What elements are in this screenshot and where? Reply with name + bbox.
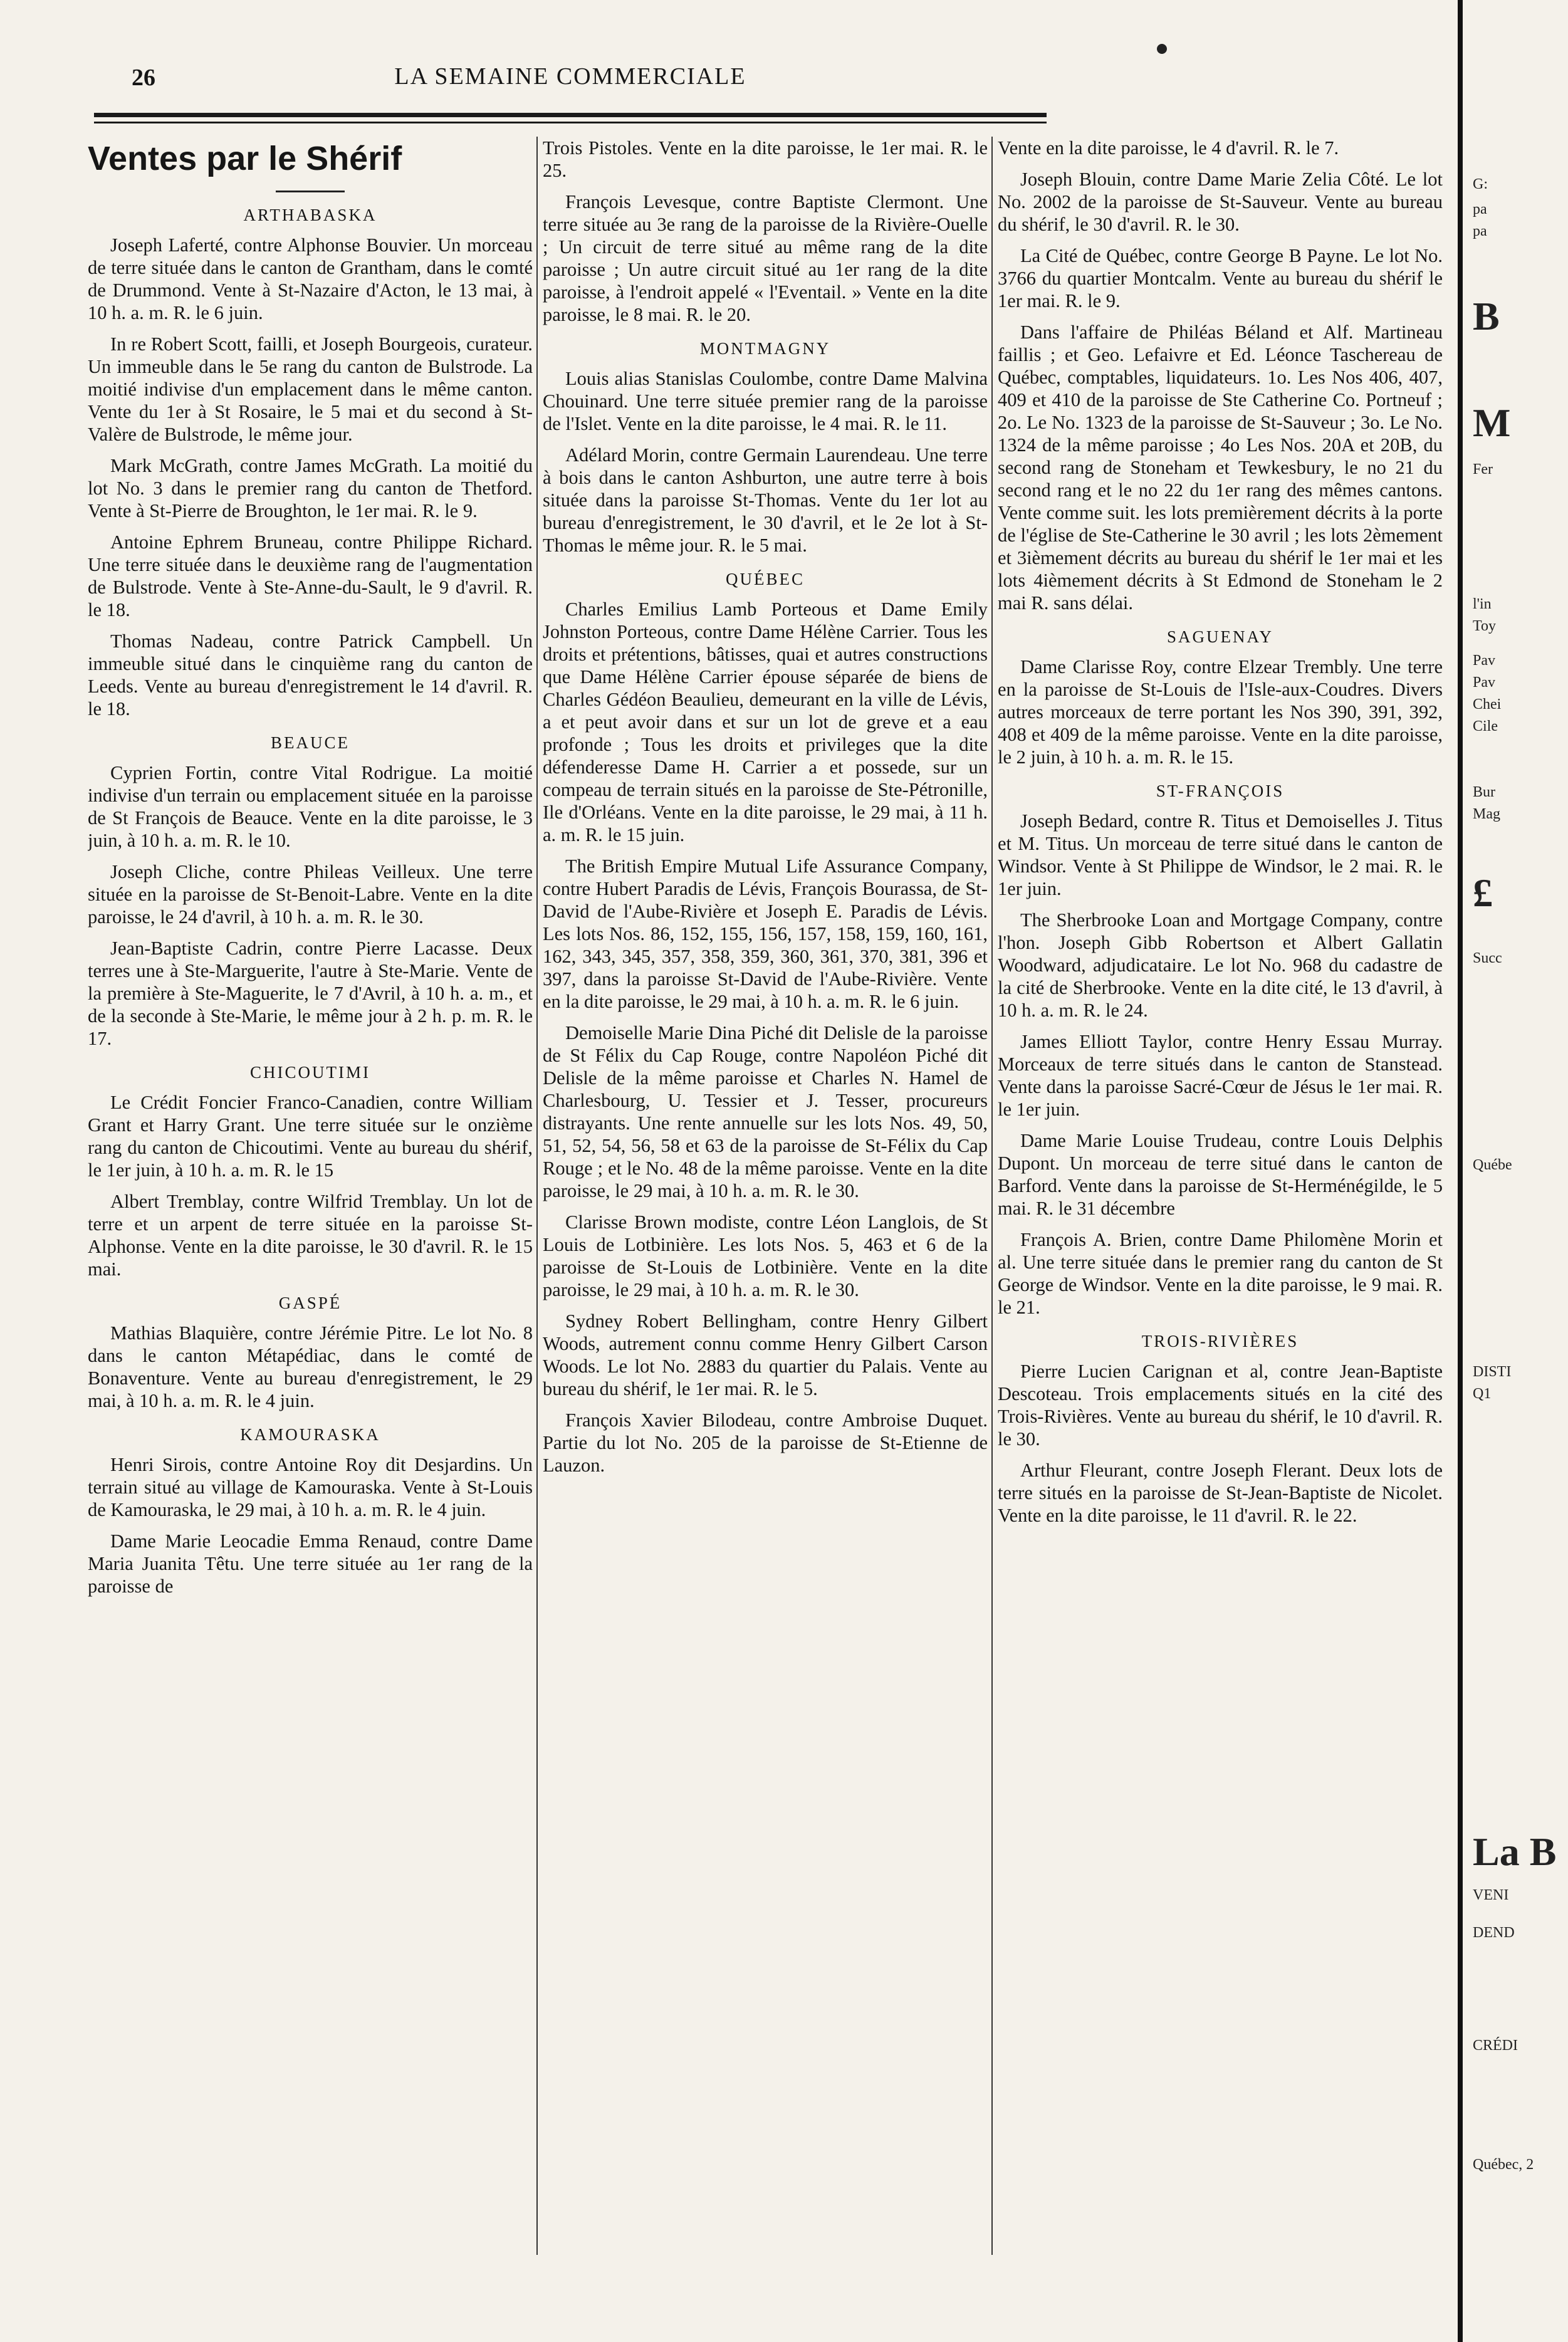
region-heading: ST-FRANÇOIS <box>1156 782 1285 800</box>
edge-fragment: DISTI <box>1473 1364 1512 1380</box>
page-number: 26 <box>132 65 155 91</box>
edge-fragment: Cile <box>1473 718 1498 734</box>
edge-large-fragment: B <box>1473 295 1500 338</box>
edge-fragment: CRÉDI <box>1473 2037 1518 2054</box>
edge-fragment: pa <box>1473 223 1487 239</box>
sale-entry: François Xavier Bilodeau, contre Ambroise Duquet. Partie du lot No. 205 de la paroisse de St-Etienne de Lauzon. <box>543 1409 988 1476</box>
column-2 <box>543 137 988 2255</box>
section-title: Ventes par le Shérif <box>88 140 402 177</box>
edge-large-fragment: M <box>1473 401 1511 445</box>
sale-entry: In re Robert Scott, failli, et Joseph Bourgeois, curateur. Un immeuble dans le 5e rang du canton de Bulstrode. La moitié indivise d'un emplacement dans le même canton. Vente du 1er à St Rosaire, le 5 mai et du second à St-Valère de Bulstrode, le même jour. <box>88 333 533 445</box>
sale-entry: James Elliott Taylor, contre Henry Essau Murray. Morceaux de terre situés dans le canton de Stanstead. Vente dans la paroisse Sacré-Cœur de Jésus le 1er mai. R. le 1er juin. <box>998 1031 1443 1120</box>
edge-fragment: Mag <box>1473 806 1500 822</box>
region-heading: SAGUENAY <box>1166 627 1274 646</box>
column-1 <box>88 137 533 2255</box>
edge-fragment: Succ <box>1473 950 1502 966</box>
sale-entry: Sydney Robert Bellingham, contre Henry Gilbert Woods, autrement connu comme Henry Gilbert Carson Woods. Le lot No. 2883 du quartier du Palais. Vente au bureau du shérif, le 1er mai. R. le 5. <box>543 1310 988 1399</box>
sale-entry: Thomas Nadeau, contre Patrick Campbell. Un immeuble situé dans le cinquième rang du canton de Leeds. Vente au bureau d'enregistrement le 14 d'avril. R. le 18. <box>88 630 533 719</box>
edge-fragment: Toy <box>1473 618 1496 634</box>
sale-entry: Le Crédit Foncier Franco-Canadien, contre William Grant et Harry Grant. Une terre située sur le onzième rang du canton de Chicoutimi. Vente au bureau du shérif, le 1er juin, à 10 h. a. m. R. le 15 <box>88 1092 533 1181</box>
sale-entry: Joseph Laferté, contre Alphonse Bouvier. Un morceau de terre située dans le canton de Grantham, dans le comté de Drummond. Vente à St-Nazaire d'Acton, le 13 mai, à 10 h. a. m. R. le 6 juin. <box>88 234 533 323</box>
continued-entry: Vente en la dite paroisse, le 4 d'avril. R. le 7. <box>998 137 1339 159</box>
sale-entry: Dame Marie Leocadie Emma Renaud, contre Dame Maria Juanita Têtu. Une terre située au 1er rang de la paroisse de <box>88 1530 533 1597</box>
sale-entry: Albert Tremblay, contre Wilfrid Tremblay. Un lot de terre et un arpent de terre située en la paroisse St-Alphonse. Vente en la dite paroisse, le 30 d'avril. R. le 15 mai. <box>88 1191 533 1280</box>
sale-entry: Joseph Blouin, contre Dame Marie Zelia Côté. Le lot No. 2002 de la paroisse de St-Sauveur. Vente au bureau du shérif, le 30 d'avril. R. le 30. <box>998 169 1443 235</box>
sale-entry: Dans l'affaire de Philéas Béland et Alf. Martineau faillis ; et Geo. Lefaivre et Ed. Léonce Taschereau de Québec, comptables, liquidateurs. 1o. Les Nos 406, 407, 409 et 410 de la paroisse de Ste Catherine Co. Portneuf ; 2o. Le No. 1323 de la paroisse de St-Sauveur ; 3o. Le No. 1324 de la même paroisse ; 4o Les Nos. 20A et 20B, du second rang de Stoneham et Tewkesbury, le no 21 du second rang et le no 22 du 1er rang des mêmes cantons. Vente comme suit. les lots premièrement décrits à la porte de l'église de Ste-Catherine le 30 avril ; les lots 2èmement et 3ièmement décrits au bureau du shérif le 1er mai et les lots 4ièmement décrits à St Edmond de Stoneham le 2 mai R. sans délai. <box>998 322 1443 614</box>
edge-fragment: Pav <box>1473 652 1495 669</box>
sale-entry: Jean-Baptiste Cadrin, contre Pierre Lacasse. Deux terres une à Ste-Marguerite, l'autre à Ste-Marie. Vente de la première à Ste-Maguerite, le 7 d'Avril, à 10 h. a. m., et de la seconde à Ste-Marie, le même jour à 2 h. p. m. R. le 17. <box>88 938 533 1049</box>
adjacent-page-fragment <box>1460 0 1568 2342</box>
sale-entry: Dame Clarisse Roy, contre Elzear Trembly. Une terre en la paroisse de St-Louis de l'Isle-aux-Coudres. Divers autres morceaux de terre portant les Nos 390, 391, 392, 408 et 409 de la même paroisse. Vente en la dite paroisse, le 2 juin, à 10 h. a. m. R. le 15. <box>998 656 1443 768</box>
page-header <box>113 58 1028 102</box>
header-rule-thin <box>94 122 1047 123</box>
edge-fragment: Québe <box>1473 1157 1512 1173</box>
sale-entry: Joseph Cliche, contre Phileas Veilleux. Une terre située en la paroisse de St-Benoit-Labre. Vente en la dite paroisse, le 24 d'avril, à 10 h. a. m. R. le 30. <box>88 861 533 928</box>
sale-entry: François A. Brien, contre Dame Philomène Morin et al. Une terre située dans le premier rang du canton de St George de Windsor. Vente en la dite paroisse, le 9 mai. R. le 21. <box>998 1229 1443 1318</box>
edge-fragment: l'in <box>1473 596 1492 612</box>
sale-entry: Louis alias Stanislas Coulombe, contre Dame Malvina Chouinard. Une terre située premier rang de la paroisse de l'Islet. Vente en la dite paroisse, le 4 mai. R. le 11. <box>543 368 988 434</box>
sale-entry: La Cité de Québec, contre George B Payne. Le lot No. 3766 du quartier Montcalm. Vente au bureau du shérif le 1er mai. R. le 9. <box>998 245 1443 311</box>
column-3 <box>998 137 1443 2255</box>
region-heading: QUÉBEC <box>726 570 805 588</box>
running-title: LA SEMAINE COMMERCIALE <box>394 63 746 90</box>
edge-fragment: Bur <box>1473 784 1495 800</box>
region-heading: GASPÉ <box>278 1294 342 1312</box>
sale-entry: Clarisse Brown modiste, contre Léon Langlois, de St Louis de Lotbinière. Les lots Nos. 5, 463 et 6 de la paroisse de St-Louis de Lotbinière. Vente en la dite paroisse, le 29 mai, à 10 h. a. m. R. le 30. <box>543 1211 988 1300</box>
sale-entry: Pierre Lucien Carignan et al, contre Jean-Baptiste Descoteau. Trois emplacements situés en la cité des Trois-Rivières. Vente au bureau du shérif, le 10 d'avril. R. le 30. <box>998 1361 1443 1450</box>
sale-entry: Charles Emilius Lamb Porteous et Dame Emily Johnston Porteous, contre Dame Hélène Carrier. Tous les droits et prétentions, bâtisses, quai et autres constructions que Dame Hélène Carrier épouse séparée de biens de Charles Gédéon Beaulieu, demeurant en la ville de Lévis, a et peut avoir dans et sur un lot de greve et a eau profonde ; Tous les droits et privileges que la dite défenderesse Dame H. Carrier a et possede, sur un compeau de terrain situés en la paroisse de Ste-Pétronille, Ile d'Orléans. Vente en la dite paroisse, le 29 mai, à 11 h. a. m. R. le 15 juin. <box>543 599 988 845</box>
sale-entry: The British Empire Mutual Life Assurance Company, contre Hubert Paradis de Lévis, François Bourassa, de St-David de l'Aube-Rivière et Joseph E. Paradis de Lévis. Les lots Nos. 86, 152, 155, 156, 157, 158, 159, 160, 161, 162, 343, 345, 357, 358, 359, 360, 361, 370, 381, 396 et 397, dans la paroisse St-David de l'Aube-Rivière. Vente en la dite paroisse, le 29 mai, à 10 h. a. m. R. le 6 juin. <box>543 855 988 1012</box>
sale-entry: Henri Sirois, contre Antoine Roy dit Desjardins. Un terrain situé au village de Kamouraska. Vente à St-Louis de Kamouraska, le 29 mai, à 10 h. a. m. R. le 4 juin. <box>88 1454 533 1520</box>
edge-fragment: Pav <box>1473 674 1495 691</box>
edge-large-fragment: La B <box>1473 1830 1557 1874</box>
edge-fragment: VENI <box>1473 1887 1509 1903</box>
sale-entry: Mark McGrath, contre James McGrath. La moitié du lot No. 3 dans le premier rang du canton de Thetford. Vente à St-Pierre de Broughton, le 1er mai. R. le 9. <box>88 455 533 521</box>
title-rule <box>276 191 345 192</box>
sale-entry: Cyprien Fortin, contre Vital Rodrigue. La moitié indivise d'un terrain ou emplacement située en la paroisse de St François de Beauce. Vente en la dite paroisse, le 3 juin, à 10 h. a. m. R. le 10. <box>88 762 533 851</box>
continued-entry: Trois Pistoles. Vente en la dite paroisse, le 1er mai. R. le 25. <box>543 137 988 181</box>
ink-speck <box>1157 44 1167 54</box>
edge-fragment: DEND <box>1473 1925 1515 1941</box>
region-heading: KAMOURASKA <box>240 1425 380 1444</box>
edge-fragment: Chei <box>1473 696 1502 713</box>
edge-large-fragment: £ <box>1473 871 1493 915</box>
edge-fragment: Q1 <box>1473 1386 1492 1402</box>
region-heading: ARTHABASKA <box>243 206 377 224</box>
sale-entry: Demoiselle Marie Dina Piché dit Delisle de la paroisse de St Félix du Cap Rouge, contre Napoléon Piché dit Delisle de la même paroisse et Charles N. Hamel de Charlesbourg, U. Tessier et J. Tesser, procureurs distrayants. Une rente annuelle sur les lots Nos. 49, 50, 51, 52, 54, 56, 58 et 63 de la paroisse de St-Félix du Cap Rouge ; et le No. 48 de la même paroisse. Vente en la dite paroisse, le 29 mai, à 10 h. a. m. R. le 30. <box>543 1022 988 1201</box>
region-heading: CHICOUTIMI <box>250 1063 370 1082</box>
column-divider <box>991 137 993 2255</box>
sale-entry: Dame Marie Louise Trudeau, contre Louis Delphis Dupont. Un morceau de terre situé dans le canton de Barford. Vente dans la paroisse de St-Herménégilde, le 5 mai. R. le 31 décembre <box>998 1130 1443 1219</box>
edge-fragment: pa <box>1473 201 1487 217</box>
edge-fragment: Québec, 2 <box>1473 2156 1534 2173</box>
sale-entry: Joseph Bedard, contre R. Titus et Demoiselles J. Titus et M. Titus. Un morceau de terre situé dans le canton de Windsor. Vente à St Philippe de Windsor, le 2 mai. R. le 1er juin. <box>998 810 1443 899</box>
sale-entry: Adélard Morin, contre Germain Laurendeau. Une terre à bois dans le canton Ashburton, une autre terre à bois située dans la paroisse St-Thomas. Vente du 1er lot au bureau d'enregistrement, le 30 d'avril, et le 2e lot à St-Thomas le même jour. R. le 5 mai. <box>543 444 988 556</box>
sale-entry: Antoine Ephrem Bruneau, contre Philippe Richard. Une terre située dans le deuxième rang de l'augmentation de Bulstrode. Vente à Ste-Anne-du-Sault, le 9 d'avril. R. le 18. <box>88 531 533 620</box>
region-heading: BEAUCE <box>271 733 350 752</box>
edge-fragment: Fer <box>1473 461 1493 478</box>
sale-entry: Arthur Fleurant, contre Joseph Flerant. Deux lots de terre situés en la paroisse de St-Jean-Baptiste de Nicolet. Vente en la dite paroisse, le 11 d'avril. R. le 22. <box>998 1460 1443 1526</box>
sale-entry: Mathias Blaquière, contre Jérémie Pitre. Le lot No. 8 dans le canton Métapédiac, dans le comté de Bonaventure. Vente au bureau d'enregistrement, le 29 mai, à 10 h. a. m. R. le 4 juin. <box>88 1322 533 1411</box>
region-heading: TROIS-RIVIÈRES <box>1141 1332 1299 1351</box>
sale-entry: François Levesque, contre Baptiste Clermont. Une terre située au 3e rang de la paroisse de la Rivière-Ouelle ; Un circuit de terre situé au même rang de la dite paroisse ; Un autre circuit situé au 1er rang de la dite paroisse, à l'endroit appelé « l'Eventail. » Vente en la dite paroisse, le 8 mai. R. le 20. <box>543 191 988 325</box>
sale-entry: The Sherbrooke Loan and Mortgage Company, contre l'hon. Joseph Gibb Robertson et Albert Gallatin Woodward, adjudicataire. Le lot No. 968 du cadastre de la cité de Sherbrooke. Vente en la dite cité, le 13 d'avril, à 10 h. a. m. R. le 24. <box>998 909 1443 1021</box>
edge-fragment: G: <box>1473 176 1488 192</box>
column-divider <box>536 137 538 2255</box>
region-heading: MONTMAGNY <box>699 339 831 358</box>
header-rule <box>94 113 1047 117</box>
